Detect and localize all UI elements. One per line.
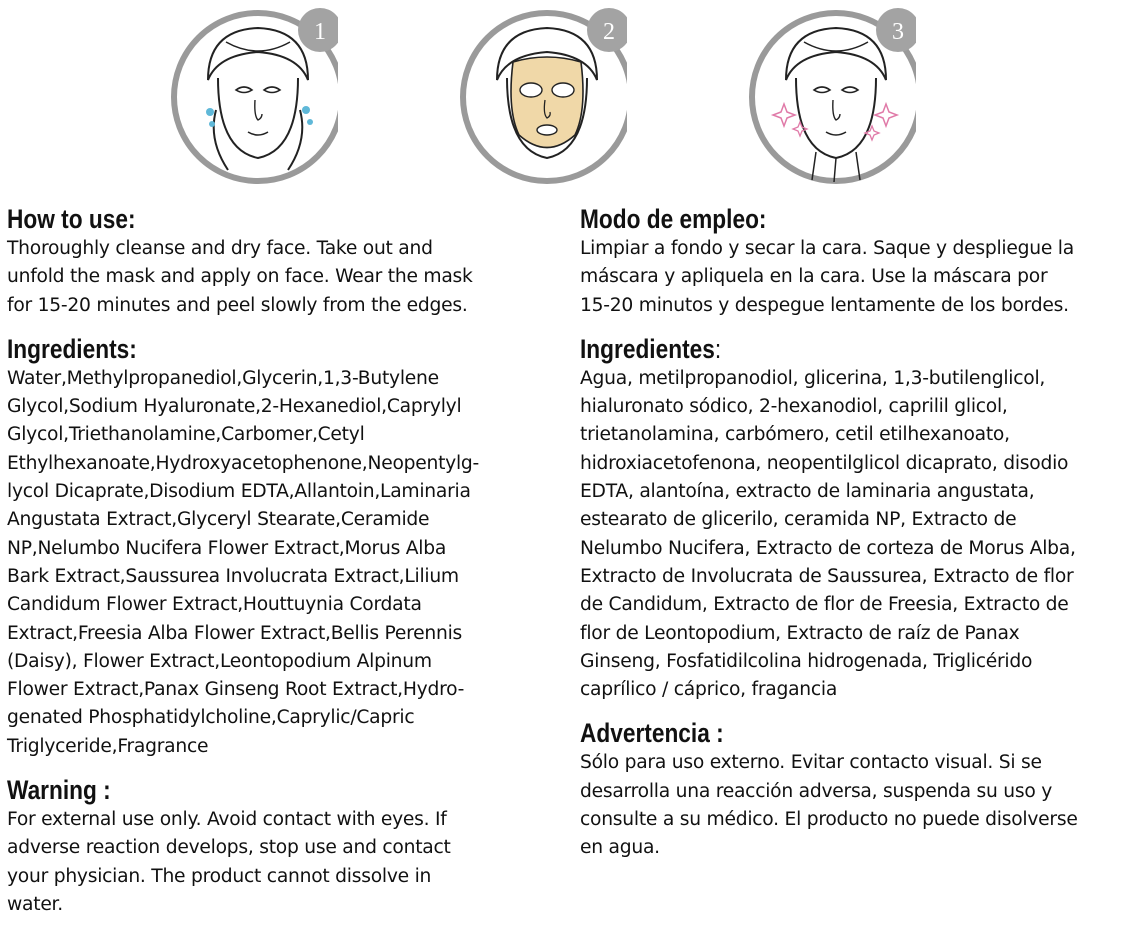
- step-2: [427, 0, 627, 190]
- modo-de-empleo-heading: Modo de empleo:: [580, 204, 767, 234]
- advertencia-text: Sólo para uso externo. Evitar contacto visual. Si se desarrolla una reacción adversa, suspenda su uso y consulte a su médico. El producto no puede disolverse en agua.: [580, 752, 1078, 859]
- steps-illustration: [0, 0, 1124, 190]
- cleanse-face-icon: [138, 0, 338, 190]
- ingredientes-text: Agua, metilpropanodiol, glicerina, 1,3-butilenglicol, hialuronato sódico, 2-hexanodiol, caprilil glicol, trietanolamina, carbómero, cetil etilhexanoato, hidroxiacetofenona, neopentilglicol dicaprato, disodio EDTA, alantoína, extracto de laminaria angustata, estearato de glicerilo, ceramida NP, Extracto de Nelumbo Nucifera, Extracto de corteza de Morus Alba, Extracto de Involucrata de Saussurea, Extracto de flor de Candidum, Extracto de flor de Freesia, Extracto de flor de Leontopodium, Extracto de raíz de Panax Ginseng, Fosfatidilcolina hidrogenada, Triglicérido caprílico / cáprico, fragancia: [580, 367, 1076, 701]
- warning-heading: Warning :: [7, 775, 111, 806]
- spanish-column: [580, 203, 1120, 863]
- how-to-use-heading: How to use:: [7, 204, 136, 234]
- modo-de-empleo-text: Limpiar a fondo y secar la cara. Saque y despliegue la máscara y apliquela en la cara. Use la máscara por 15-20 minutos y despegue lentamente de los bordes.: [580, 238, 1074, 316]
- step-number: 1: [314, 19, 326, 45]
- step-3: [716, 0, 916, 190]
- warning-text: For external use only. Avoid contact with eyes. If adverse reaction develops, stop use and contact your physician. The product cannot dissolve in water.: [7, 809, 451, 915]
- ingredientes-section: [580, 333, 1120, 705]
- warning-section: [7, 774, 547, 919]
- how-to-use-text: Thoroughly cleanse and dry face. Take out and unfold the mask and apply on face. Wear the mask for 15-20 minutes and peel slowly from the edges.: [7, 238, 473, 316]
- how-to-use-section: [7, 203, 547, 320]
- modo-de-empleo-section: [580, 203, 1120, 320]
- apply-mask-icon: [427, 0, 627, 190]
- english-column: [7, 203, 547, 919]
- ingredients-section: [7, 333, 547, 761]
- ingredients-heading: Ingredients:: [7, 333, 137, 364]
- advertencia-heading: Advertencia :: [580, 718, 724, 749]
- ingredientes-heading: Ingredientes:: [580, 333, 722, 364]
- advertencia-section: [580, 717, 1120, 862]
- step-number: 2: [603, 19, 615, 45]
- step-1: [138, 0, 338, 190]
- glowing-face-icon: [716, 0, 916, 190]
- step-number: 3: [892, 19, 904, 45]
- ingredients-text: Water,Methylpropanediol,Glycerin,1,3-Butylene Glycol,Sodium Hyaluronate,2-Hexanediol,Caprylyl Glycol,Triethanolamine,Carbomer,Cetyl Ethylhexanoate,Hydroxyacetophenone,Neopentylg- lycol Dicaprate,Disodium EDTA,Allantoin,Laminaria Angustata Extract,Glyceryl Stearate,Ceramide NP,Nelumbo Nucifera Flower Extract,Morus Alba Bark Extract,Saussurea Involucrata Extract,Lilium Candidum Flower Extract,Houttuynia Cordata Extract,Freesia Alba Flower Extract,Bellis Perennis (Daisy), Flower Extract,Leontopodium Alpinum Flower Extract,Panax Ginseng Root Extract,Hydro- genated Phosphatidylcholine,Caprylic/Capric Triglyceride,Fragrance: [7, 367, 480, 757]
